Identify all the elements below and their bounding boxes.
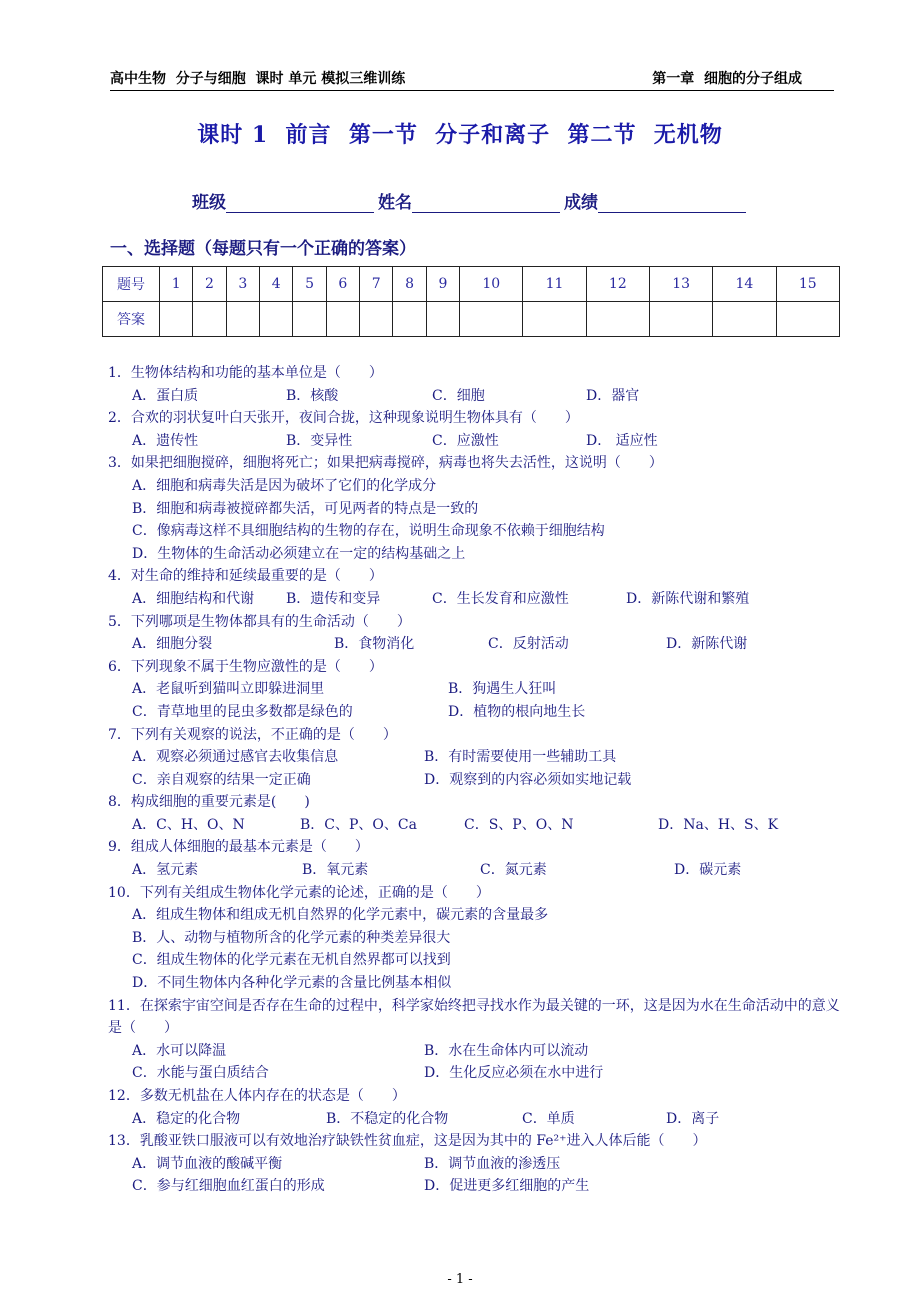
score-blank[interactable] <box>598 194 746 213</box>
header-right: 第一章 细胞的分子组成 <box>652 71 802 87</box>
answer-option[interactable]: C．细胞 <box>432 387 485 404</box>
question-number-cell: 10 <box>460 267 523 302</box>
answer-option[interactable]: D．离子 <box>666 1110 720 1127</box>
answer-option[interactable]: A．稳定的化合物 <box>132 1110 241 1127</box>
answer-option[interactable]: C．亲自观察的结果一定正确 <box>132 771 311 788</box>
page-header <box>110 66 834 91</box>
question-number-cell: 14 <box>713 267 776 302</box>
answer-option[interactable]: A．细胞结构和代谢 <box>132 590 255 607</box>
question-number-cell: 5 <box>293 267 326 302</box>
option-row <box>108 814 848 837</box>
name-label: 姓名 <box>378 193 412 213</box>
question-stem: 6．下列现象不属于生物应激性的是（ ） <box>108 658 383 675</box>
question-stem: 9．组成人体细胞的最基本元素是（ ） <box>108 839 369 856</box>
answer-option[interactable]: D．生化反应必须在水中进行 <box>424 1065 604 1082</box>
answer-cell[interactable] <box>393 302 426 337</box>
answer-option[interactable]: D．促进更多红细胞的产生 <box>424 1178 590 1195</box>
answer-cell[interactable] <box>713 302 776 337</box>
answer-option[interactable]: A．观察必须通过感官去收集信息 <box>132 749 339 766</box>
question-number-cell: 7 <box>360 267 393 302</box>
answer-option[interactable]: D．植物的根向地生长 <box>448 703 586 720</box>
answer-option[interactable]: C．青草地里的昆虫多数都是绿色的 <box>132 703 353 720</box>
answer-option[interactable]: A．调节血液的酸碱平衡 <box>132 1155 283 1172</box>
question-stem: 7．下列有关观察的说法，不正确的是（ ） <box>108 726 397 743</box>
answer-option[interactable]: A．细胞和病毒失活是因为破坏了它们的化学成分 <box>132 477 437 494</box>
option-row <box>108 1153 848 1176</box>
answer-cell[interactable] <box>260 302 293 337</box>
answer-option[interactable]: D．Na、H、S、K <box>658 816 779 833</box>
answer-option[interactable]: A．遗传性 <box>132 432 199 449</box>
answer-option[interactable]: B．C、P、O、Ca <box>300 816 417 833</box>
question-stem: 13．乳酸亚铁口服液可以有效地治疗缺铁性贫血症，这是因为其中的 Fe²⁺进入人体后能（ ） <box>108 1133 707 1150</box>
option-row <box>108 678 848 701</box>
question-stem: 3．如果把细胞搅碎，细胞将死亡；如果把病毒搅碎，病毒也将失去活性，这说明（ ） <box>108 455 663 472</box>
student-info <box>192 188 750 213</box>
answer-option[interactable]: B．氧元素 <box>302 862 369 879</box>
answer-option[interactable]: D．不同生物体内各种化学元素的含量比例基本相似 <box>132 975 452 992</box>
answer-option[interactable]: B．食物消化 <box>334 636 415 653</box>
section-heading: 一、选择题（每题只有一个正确的答案） <box>110 239 416 259</box>
question-list <box>108 362 848 1198</box>
answer-option[interactable]: C．像病毒这样不具细胞结构的生物的存在，说明生命现象不依赖于细胞结构 <box>132 523 605 540</box>
answer-option[interactable]: B．细胞和病毒被搅碎都失活，可见两者的特点是一致的 <box>132 500 479 517</box>
answer-option[interactable]: B．核酸 <box>286 387 339 404</box>
option-row <box>108 859 848 882</box>
answer-option[interactable]: D．器官 <box>586 387 640 404</box>
class-blank[interactable] <box>226 194 374 213</box>
answer-option[interactable]: B．遗传和变异 <box>286 590 381 607</box>
question-stem: 10．下列有关组成生物体化学元素的论述，正确的是（ ） <box>108 884 490 901</box>
question-stem: 4．对生命的维持和延续最重要的是（ ） <box>108 568 383 585</box>
answer-option[interactable]: C．水能与蛋白质结合 <box>132 1065 269 1082</box>
question-number-cell: 9 <box>426 267 459 302</box>
answer-cell[interactable] <box>426 302 459 337</box>
answer-option[interactable]: A．C、H、O、N <box>132 816 245 833</box>
answer-option[interactable]: A．蛋白质 <box>132 387 199 404</box>
name-blank[interactable] <box>412 194 560 213</box>
page-number: - 1 - <box>447 1272 473 1287</box>
answer-option[interactable]: B．不稳定的化合物 <box>326 1110 449 1127</box>
option-row <box>108 1175 848 1198</box>
question-number-cell: 6 <box>326 267 359 302</box>
answer-option[interactable]: D．碳元素 <box>674 862 742 879</box>
answer-option[interactable]: A．氢元素 <box>132 862 199 879</box>
answer-option[interactable]: B．有时需要使用一些辅助工具 <box>424 749 617 766</box>
question-number-cell: 1 <box>160 267 193 302</box>
answer-option[interactable]: C．生长发育和应激性 <box>432 590 569 607</box>
answer-cell[interactable] <box>586 302 649 337</box>
answer-cell[interactable] <box>326 302 359 337</box>
option-row <box>108 746 848 769</box>
option-row <box>108 1108 848 1131</box>
option-row <box>108 588 848 611</box>
question-number-cell: 12 <box>586 267 649 302</box>
answer-option[interactable]: C．单质 <box>522 1110 575 1127</box>
answer-option[interactable]: D． 适应性 <box>586 432 658 449</box>
answer-option[interactable]: B．狗遇生人狂叫 <box>448 681 557 698</box>
answer-option[interactable]: A．细胞分裂 <box>132 636 213 653</box>
answer-cell[interactable] <box>160 302 193 337</box>
answer-option[interactable]: C．反射活动 <box>488 636 569 653</box>
answer-option[interactable]: C．氮元素 <box>480 862 547 879</box>
answer-row-label: 答案 <box>103 302 160 337</box>
question-number-cell: 4 <box>260 267 293 302</box>
question-stem: 5．下列哪项是生物体都具有的生命活动（ ） <box>108 613 411 630</box>
answer-cell[interactable] <box>226 302 259 337</box>
header-left: 高中生物 分子与细胞 课时 单元 模拟三维训练 <box>110 71 406 87</box>
answer-option[interactable]: B．水在生命体内可以流动 <box>424 1042 589 1059</box>
question-number-cell: 2 <box>193 267 226 302</box>
answer-cell[interactable] <box>193 302 226 337</box>
question-stem: 1．生物体结构和功能的基本单位是（ ） <box>108 365 383 381</box>
answer-option[interactable]: D．生物体的生命活动必须建立在一定的结构基础之上 <box>132 545 466 562</box>
question-number-cell: 11 <box>523 267 586 302</box>
option-row <box>108 633 848 656</box>
question-stem: 12．多数无机盐在人体内存在的状态是（ ） <box>108 1088 406 1104</box>
answer-option[interactable]: B．调节血液的渗透压 <box>424 1155 561 1172</box>
answer-option[interactable]: C．应激性 <box>432 432 499 449</box>
answer-option[interactable]: B．变异性 <box>286 432 353 449</box>
answer-cell[interactable] <box>293 302 326 337</box>
answer-table-number-row <box>103 267 840 302</box>
answer-option[interactable]: C．组成生物体的化学元素在无机自然界都可以找到 <box>132 952 451 969</box>
answer-cell[interactable] <box>360 302 393 337</box>
answer-option[interactable]: D．新陈代谢 <box>666 636 748 653</box>
answer-cell[interactable] <box>523 302 586 337</box>
answer-option[interactable]: C．参与红细胞血红蛋白的形成 <box>132 1178 325 1195</box>
question-number-cell: 15 <box>776 267 839 302</box>
question-number-cell: 8 <box>393 267 426 302</box>
option-row <box>108 430 848 453</box>
answer-table <box>102 266 840 337</box>
answer-option[interactable]: A．水可以降温 <box>132 1042 227 1059</box>
option-row <box>108 385 848 408</box>
page-title: 课时 1 前言 第一节 分子和离子 第二节 无机物 <box>197 122 723 148</box>
option-row <box>108 769 848 792</box>
option-row <box>108 1062 848 1085</box>
answer-option[interactable]: D．新陈代谢和繁殖 <box>626 590 750 607</box>
question-number-cell: 13 <box>649 267 712 302</box>
answer-cell[interactable] <box>460 302 523 337</box>
number-row-label: 题号 <box>103 267 160 302</box>
answer-option[interactable]: B．人、动物与植物所含的化学元素的种类差异很大 <box>132 929 451 946</box>
option-row <box>108 701 848 724</box>
answer-option[interactable]: D．观察到的内容必须如实地记载 <box>424 771 632 788</box>
answer-cell[interactable] <box>649 302 712 337</box>
answer-option[interactable]: C．S、P、O、N <box>464 816 574 833</box>
class-label: 班级 <box>192 193 226 213</box>
option-row <box>108 1040 848 1063</box>
question-stem: 11．在探索宇宙空间是否存在生命的过程中，科学家始终把寻找水作为最关键的一环，这是因为水在生命活动中的意义是（ ） <box>108 997 840 1037</box>
score-label: 成绩 <box>564 193 598 213</box>
answer-option[interactable]: A．组成生物体和组成无机自然界的化学元素中，碳元素的含量最多 <box>132 907 549 924</box>
question-number-cell: 3 <box>226 267 259 302</box>
answer-cell[interactable] <box>776 302 839 337</box>
question-stem: 8．构成细胞的重要元素是( ) <box>108 794 310 811</box>
answer-table-answer-row <box>103 302 840 337</box>
answer-option[interactable]: A．老鼠听到猫叫立即躲进洞里 <box>132 681 325 698</box>
question-stem: 2．合欢的羽状复叶白天张开，夜间合拢，这种现象说明生物体具有（ ） <box>108 410 579 427</box>
